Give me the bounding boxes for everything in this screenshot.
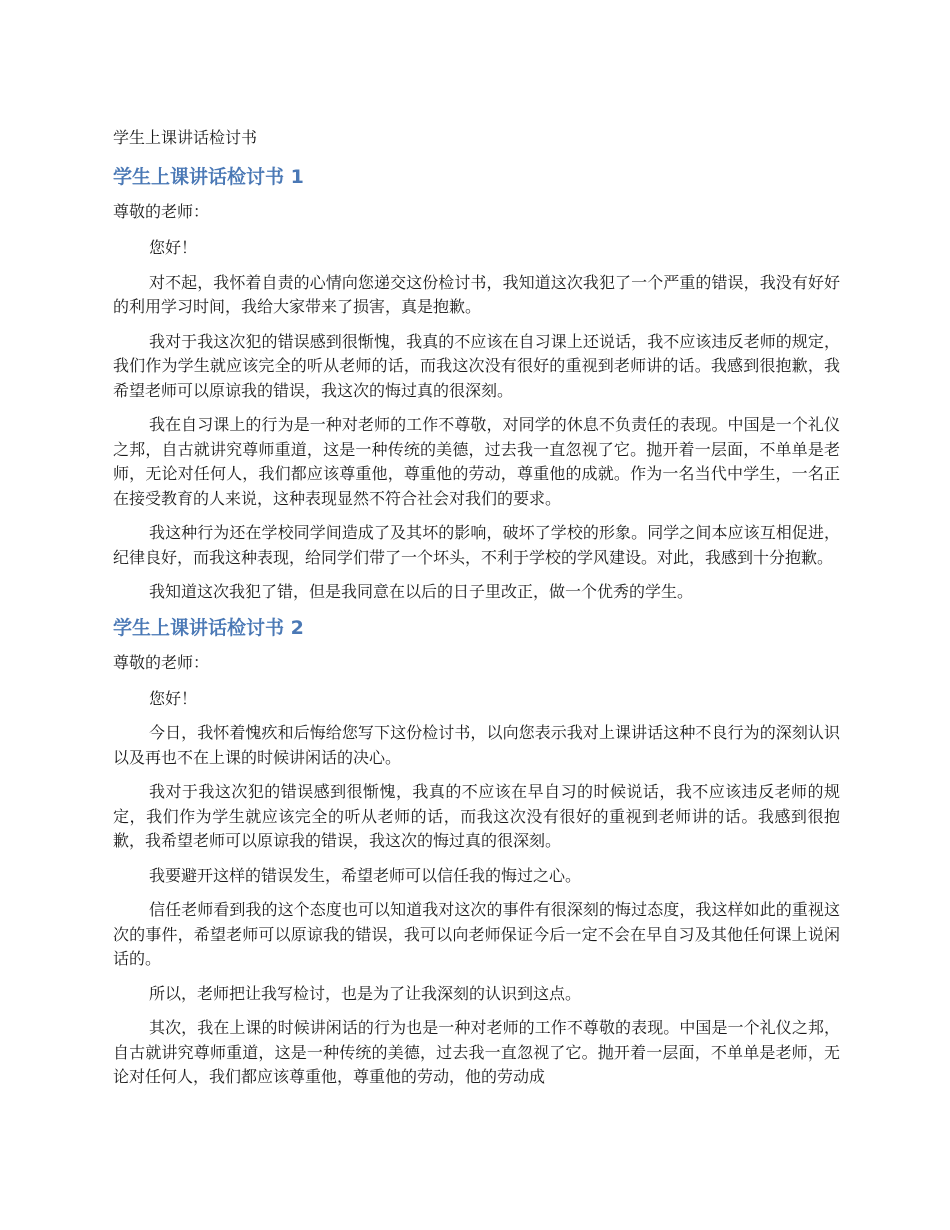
salutation: 尊敬的老师： xyxy=(113,652,210,672)
salutation: 尊敬的老师： xyxy=(113,202,210,221)
paragraph: 我对于我这次犯的错误感到很惭愧，我真的不应该在自习课上还说话，我不应该违反老师的规定，我们作为学生就应该完全的听从老师的话，而我这次没有很好的重视到老师讲的话。我感到很抱歉，我希望老师可以原谅我的错误，我这次的悔过真的很深刻。 xyxy=(113,331,840,400)
section-heading: 学生上课讲话检讨书 2 xyxy=(113,616,304,639)
section-heading: 学生上课讲话检讨书 1 xyxy=(113,166,304,188)
section-2 xyxy=(113,615,840,1090)
paragraph: 信任老师看到我的这个态度也可以知道我对这次的事件有很深刻的悔过态度，我这样如此的重视这次的事件，希望老师可以原谅我的错误，我可以向老师保证今后一定不会在早自习及其他任何课上说闲话的。 xyxy=(113,900,840,968)
paragraph: 我在自习课上的行为是一种对老师的工作不尊敬，对同学的休息不负责任的表现。中国是一个礼仪之邦，自古就讲究尊师重道，这是一种传统的美德，过去我一直忽视了它。抛开着一层面，不单单是老师，无论对任何人，我们都应该尊重他，尊重他的劳动，尊重他的成就。作为一名当代中学生，一名正在接受教育的人来说，这种表现显然不符合社会对我们的要求。 xyxy=(113,415,840,508)
paragraph: 您好！ xyxy=(149,688,198,708)
paragraph: 您好！ xyxy=(149,238,198,257)
document-page xyxy=(113,126,840,1100)
paragraph: 我这种行为还在学校同学间造成了及其坏的影响，破坏了学校的形象。同学之间本应该互相促进，纪律良好，而我这种表现，给同学们带了一个坏头，不利于学校的学风建设。对此，我感到十分抱歉。 xyxy=(113,523,840,567)
paragraph: 所以，老师把让我写检讨，也是为了让我深刻的认识到这点。 xyxy=(149,983,582,1003)
paragraph: 对不起，我怀着自责的心情向您递交这份检讨书，我知道这次我犯了一个严重的错误，我没有好好的利用学习时间，我给大家带来了损害，真是抱歉。 xyxy=(113,272,840,316)
paragraph: 其次，我在上课的时候讲闲话的行为也是一种对老师的工作不尊敬的表现。中国是一个礼仪之邦，自古就讲究尊师重道，这是一种传统的美德，过去我一直忽视了它。抛开着一层面，不单单是老师，无论对任何人，我们都应该尊重他，尊重他的劳动，他的劳动成 xyxy=(113,1018,840,1086)
paragraph: 我知道这次我犯了错，但是我同意在以后的日子里改正，做一个优秀的学生。 xyxy=(149,582,694,601)
paragraph: 我对于我这次犯的错误感到很惭愧，我真的不应该在早自习的时候说话，我不应该违反老师的规定，我们作为学生就应该完全的听从老师的话，而我这次没有很好的重视到老师讲的话。我感到很抱歉，我希望老师可以原谅我的错误，我这次的悔过真的很深刻。 xyxy=(113,782,840,850)
paragraph: 今日，我怀着愧疚和后悔给您写下这份检讨书，以向您表示我对上课讲话这种不良行为的深刻认识以及再也不在上课的时候讲闲话的决心。 xyxy=(113,723,840,767)
document-title: 学生上课讲话检讨书 xyxy=(113,128,258,147)
section-1 xyxy=(113,164,840,605)
paragraph: 我要避开这样的错误发生，希望老师可以信任我的悔过之心。 xyxy=(149,865,582,885)
